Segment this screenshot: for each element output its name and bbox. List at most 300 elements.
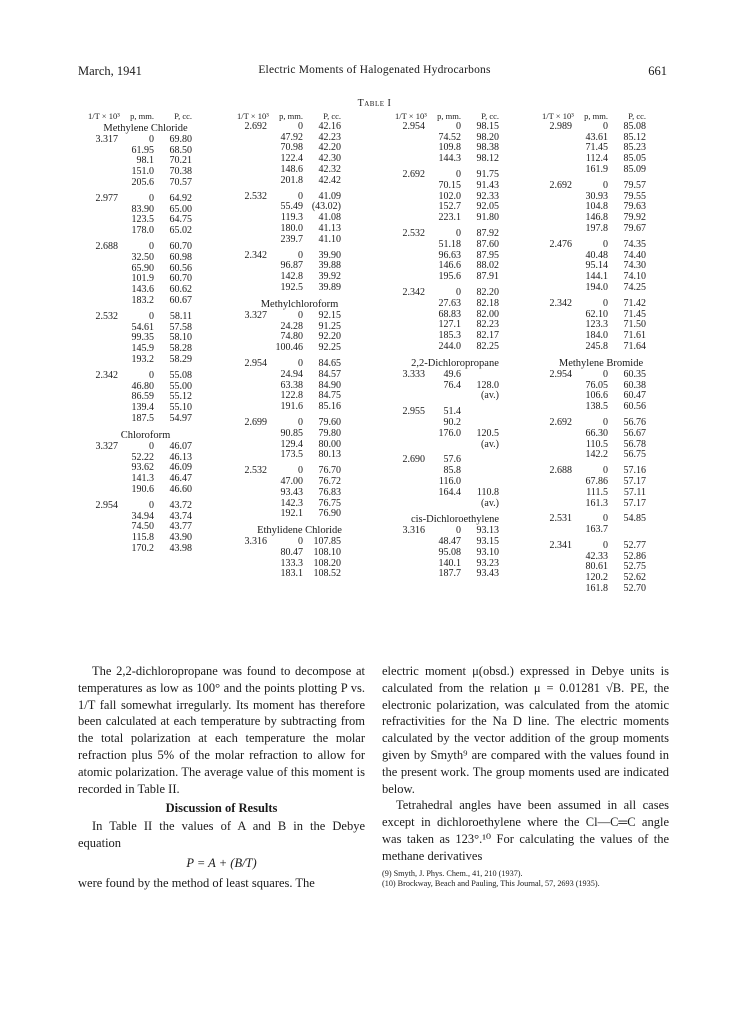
table-cell: 60.47 — [623, 390, 646, 402]
table-cell: 101.9 — [131, 273, 154, 285]
table-cell: 91.43 — [476, 179, 499, 191]
table-cell: 61.95 — [131, 144, 154, 156]
table-row — [237, 402, 362, 413]
paragraph: were found by the method of least squares. The — [78, 875, 315, 890]
table-row — [88, 194, 203, 205]
table-cell: 62.10 — [585, 308, 608, 320]
table-cell: 2.342 — [244, 249, 267, 261]
column-header-label: 1/T × 10³ — [542, 111, 574, 121]
table-cell: 76.90 — [318, 508, 341, 520]
table-cell: 93.62 — [131, 462, 154, 474]
table-cell: 195.6 — [438, 271, 461, 283]
table-cell: 122.4 — [280, 153, 303, 165]
table-cell: 0 — [298, 357, 303, 369]
table-row — [88, 355, 203, 366]
table-cell: 90.85 — [280, 427, 303, 439]
table-row — [237, 235, 362, 246]
table-cell: 2.692 — [549, 179, 572, 191]
table-row — [395, 154, 515, 165]
table-cell: 3.333 — [402, 368, 425, 380]
table-cell: 74.25 — [623, 281, 646, 293]
table-cell: 60.56 — [623, 401, 646, 413]
table-cell: 98.12 — [476, 153, 499, 165]
table-cell: 3.316 — [402, 525, 425, 537]
table-cell: 60.70 — [169, 240, 192, 252]
table-cell: 74.52 — [438, 131, 461, 143]
table-column — [395, 111, 515, 580]
table-cell: 42.23 — [318, 131, 341, 143]
table-cell: 123.3 — [585, 319, 608, 331]
table-cell: 79.67 — [623, 222, 646, 234]
table-cell: 183.1 — [280, 568, 303, 580]
table-cell: 96.63 — [438, 249, 461, 261]
table-row — [542, 450, 660, 461]
paragraph: In Table II the values of A and B in the Debye equation — [78, 819, 365, 850]
table-cell: 54.61 — [131, 321, 154, 333]
table-cell: 178.0 — [131, 225, 154, 237]
table-cell: 98.1 — [136, 155, 154, 167]
table-cell: 85.08 — [623, 120, 646, 132]
table-cell: 79.60 — [318, 416, 341, 428]
table-cell: 119.3 — [280, 212, 303, 224]
table-cell: 100.46 — [275, 342, 303, 354]
table-cell: 43.61 — [585, 131, 608, 143]
table-cell: 42.20 — [318, 142, 341, 154]
table-cell: 115.8 — [131, 532, 154, 544]
table-row — [395, 488, 515, 499]
table-row — [395, 370, 515, 381]
table-cell: 58.29 — [169, 353, 192, 365]
table-row — [395, 240, 515, 251]
table-cell: 98.20 — [476, 131, 499, 143]
table-cell: 120.5 — [476, 427, 499, 439]
table-cell: 0 — [603, 238, 608, 250]
table-cell: 2.699 — [244, 416, 267, 428]
table-cell: 197.8 — [585, 222, 608, 234]
table-cell: 87.91 — [476, 271, 499, 283]
table-cell: 146.8 — [585, 212, 608, 224]
table-cell: 111.5 — [586, 486, 608, 498]
table-cell: 108.10 — [313, 546, 341, 558]
table-cell: 85.09 — [623, 163, 646, 175]
table-cell: 2.690 — [402, 454, 425, 466]
table-cell: 176.0 — [438, 427, 461, 439]
table-cell: 95.08 — [438, 546, 461, 558]
table-cell: 123.5 — [131, 214, 154, 226]
table-cell: 80.61 — [585, 561, 608, 573]
table-cell: 2.954 — [244, 357, 267, 369]
table-cell: 0 — [603, 416, 608, 428]
table-row — [542, 342, 660, 353]
table-cell: 71.50 — [623, 319, 646, 331]
table-cell: 96.87 — [280, 260, 303, 272]
table-cell: 54.97 — [169, 412, 192, 424]
column-header-label: P, cc. — [323, 111, 341, 121]
table-cell: (av.) — [481, 438, 499, 450]
table-row — [542, 299, 660, 310]
table-cell: 39.92 — [318, 271, 341, 283]
table-cell: 2.342 — [549, 297, 572, 309]
table-cell: 46.13 — [169, 451, 192, 463]
compound-name: Methylene Bromide — [558, 357, 644, 369]
table-cell: 2.954 — [549, 368, 572, 380]
table-row — [395, 440, 515, 451]
table-cell: 109.8 — [438, 142, 461, 154]
table-cell: (av.) — [481, 390, 499, 402]
table-cell: 84.57 — [318, 368, 341, 380]
table-cell: 180.0 — [280, 222, 303, 234]
table-cell: 74.50 — [131, 521, 154, 533]
table-cell: 122.8 — [280, 390, 303, 402]
table-cell: 84.75 — [318, 390, 341, 402]
table-cell: 93.13 — [476, 525, 499, 537]
column-header-label: p, mm. — [279, 111, 303, 121]
table-cell: 0 — [603, 179, 608, 191]
table-cell: 80.47 — [280, 546, 303, 558]
table-cell: 76.75 — [318, 497, 341, 509]
table-cell: 0 — [149, 240, 154, 252]
table-cell: 30.93 — [585, 190, 608, 202]
table-cell: 239.7 — [280, 233, 303, 245]
table-cell: 41.09 — [318, 190, 341, 202]
table-cell: (av.) — [481, 497, 499, 509]
table-cell: 41.10 — [318, 233, 341, 245]
table-cell: 85.8 — [443, 465, 461, 477]
table-row — [237, 450, 362, 461]
table-cell: 82.20 — [476, 286, 499, 298]
table-cell: 55.49 — [280, 201, 303, 213]
table-cell: 161.8 — [585, 583, 608, 595]
table-cell: 2.532 — [244, 190, 267, 202]
table-cell: 60.56 — [169, 262, 192, 274]
table-cell: 57.58 — [169, 321, 192, 333]
table-cell: 76.4 — [443, 379, 461, 391]
table-cell: 65.00 — [169, 203, 192, 215]
table-cell: 2.692 — [549, 416, 572, 428]
table-cell: 0 — [603, 120, 608, 132]
body-right-column — [382, 663, 669, 889]
table-cell: 39.90 — [318, 249, 341, 261]
table-cell: 104.8 — [585, 201, 608, 213]
table-row — [88, 442, 203, 453]
table-cell: 52.70 — [623, 583, 646, 595]
table-cell: 57.11 — [623, 486, 646, 498]
table-cell: 80.00 — [318, 438, 341, 450]
table-cell: 88.02 — [476, 260, 499, 272]
table-row — [237, 569, 362, 580]
table-column — [542, 111, 660, 595]
table-row — [237, 311, 362, 322]
compound-name: Methylchloroform — [260, 298, 339, 310]
table-cell: 0 — [298, 536, 303, 548]
table-cell: 0 — [603, 368, 608, 380]
table-cell: 51.18 — [438, 238, 461, 250]
table-cell: 191.6 — [280, 401, 303, 413]
table-cell: 185.3 — [438, 330, 461, 342]
table-cell: 2.977 — [95, 192, 118, 204]
table-cell: 187.7 — [438, 568, 461, 580]
table-cell: 0 — [149, 133, 154, 145]
table-cell: 0 — [603, 297, 608, 309]
table-row — [88, 501, 203, 512]
table-row — [88, 178, 203, 189]
table-cell: 86.59 — [131, 391, 154, 403]
table-cell: 63.38 — [280, 379, 303, 391]
table-cell: 3.327 — [95, 440, 118, 452]
table-cell: 2.342 — [95, 369, 118, 381]
table-cell: 2.692 — [402, 168, 425, 180]
table-cell: 58.10 — [169, 332, 192, 344]
table-cell: 116.0 — [438, 475, 461, 487]
table-cell: 52.75 — [623, 561, 646, 573]
table-cell: 65.90 — [131, 262, 154, 274]
table-cell: 127.1 — [438, 319, 461, 331]
table-row — [542, 283, 660, 294]
table-cell: 2.954 — [95, 499, 118, 511]
table-cell: 24.94 — [280, 368, 303, 380]
table-row — [88, 226, 203, 237]
table-cell: 79.63 — [623, 201, 646, 213]
column-header-label: p, mm. — [584, 111, 608, 121]
table-cell: 95.14 — [585, 260, 608, 272]
table-row — [237, 509, 362, 520]
table-cell: 42.30 — [318, 153, 341, 165]
table-cell: 2.342 — [402, 286, 425, 298]
column-header-label: 1/T × 10³ — [395, 111, 427, 121]
table-cell: 48.47 — [438, 536, 461, 548]
table-cell: 0 — [456, 525, 461, 537]
table-cell: 41.13 — [318, 222, 341, 234]
table-cell: 223.1 — [438, 212, 461, 224]
table-cell: 163.7 — [585, 524, 608, 536]
table-row — [395, 342, 515, 353]
table-cell: 92.25 — [318, 342, 341, 354]
table-cell: 71.45 — [623, 308, 646, 320]
table-row — [237, 122, 362, 133]
table-cell: 110.5 — [585, 438, 608, 450]
table-cell: 144.3 — [438, 153, 461, 165]
table-cell: 82.18 — [476, 297, 499, 309]
table-cell: 145.9 — [131, 343, 154, 355]
table-cell: 84.65 — [318, 357, 341, 369]
table-cell: 85.16 — [318, 401, 341, 413]
table-cell: 74.30 — [623, 260, 646, 272]
table-cell: 24.28 — [280, 320, 303, 332]
table-cell: 0 — [149, 369, 154, 381]
table-cell: 57.17 — [623, 475, 646, 487]
table-cell: 55.00 — [169, 380, 192, 392]
table-cell: 2.531 — [549, 513, 572, 525]
table-cell: 2.341 — [549, 539, 572, 551]
table-cell: 0 — [298, 190, 303, 202]
table-cell: 161.9 — [585, 163, 608, 175]
table-cell: 106.6 — [585, 390, 608, 402]
table-cell: 52.77 — [623, 539, 646, 551]
table-row — [395, 429, 515, 440]
table-cell: 56.78 — [623, 438, 646, 450]
table-cell: 32.50 — [131, 251, 154, 263]
table-cell: 79.92 — [623, 212, 646, 224]
column-header-label: p, mm. — [130, 111, 154, 121]
table-row — [395, 122, 515, 133]
table-cell: 173.5 — [280, 449, 303, 461]
table-cell: 205.6 — [131, 176, 154, 188]
table-cell: 39.88 — [318, 260, 341, 272]
table-cell: 68.50 — [169, 144, 192, 156]
table-cell: 42.16 — [318, 120, 341, 132]
table-cell: 192.1 — [280, 508, 303, 520]
table-cell: 52.22 — [131, 451, 154, 463]
table-cell: 142.2 — [585, 449, 608, 461]
compound-name: Ethylidene Chloride — [257, 525, 342, 537]
table-row — [395, 181, 515, 192]
table-cell: 140.1 — [438, 557, 461, 569]
table-row — [542, 240, 660, 251]
page-number: 661 — [648, 64, 667, 78]
table-cell: 60.70 — [169, 273, 192, 285]
table-cell: 91.75 — [476, 168, 499, 180]
table-cell: 87.95 — [476, 249, 499, 261]
table-cell: 70.38 — [169, 166, 192, 178]
table-cell: 0 — [603, 539, 608, 551]
table-cell: 27.63 — [438, 297, 461, 309]
table-row — [88, 485, 203, 496]
table-cell: 55.12 — [169, 391, 192, 403]
table-cell: 0 — [456, 168, 461, 180]
table-cell: 71.45 — [585, 142, 608, 154]
table-cell: 85.23 — [623, 142, 646, 154]
table-cell: 42.42 — [318, 174, 341, 186]
table-cell: 70.15 — [438, 179, 461, 191]
table-title: Table I — [357, 98, 392, 109]
table-cell: 79.80 — [318, 427, 341, 439]
table-cell: 43.98 — [169, 542, 192, 554]
table-column — [88, 111, 203, 555]
table-row — [542, 181, 660, 192]
table-cell: 82.25 — [476, 340, 499, 352]
table-cell: 57.17 — [623, 497, 646, 509]
table-cell: 93.23 — [476, 557, 499, 569]
table-cell: 152.7 — [438, 201, 461, 213]
table-cell: 108.52 — [313, 568, 341, 580]
table-cell: 92.15 — [318, 309, 341, 321]
table-cell: 76.70 — [318, 465, 341, 477]
table-cell: 70.98 — [280, 142, 303, 154]
table-cell: 0 — [603, 513, 608, 525]
compound-name: cis-Dichloroethylene — [410, 514, 500, 526]
table-cell: 110.8 — [476, 486, 499, 498]
table-cell: 164.4 — [438, 486, 461, 498]
table-row — [237, 429, 362, 440]
table-cell: 138.5 — [585, 401, 608, 413]
paragraph: electric moment μ(obsd.) expressed in Debye units is calculated from the relation μ = 0.01281 √B. PE, the electronic polarization, was calculated from the atomic refractivities for the Na D line. The electric moments calculated by the vector addition of the group moments given by Smyth⁹ are compared with the values found in the present work. The group moments used are indicated below. — [382, 664, 669, 796]
table-cell: 55.08 — [169, 369, 192, 381]
table-cell: 0 — [149, 440, 154, 452]
table-cell: 76.83 — [318, 486, 341, 498]
table-row — [88, 135, 203, 146]
table-cell: 79.55 — [623, 190, 646, 202]
paragraph: Tetrahedral angles have been assumed in all cases except in dichloroethylene where the Cl—C═C angle was taken as 123°.¹⁰ For calculating the values of the methane derivatives — [382, 798, 669, 863]
table-cell: 65.02 — [169, 225, 192, 237]
table-cell: 85.12 — [623, 131, 646, 143]
table-cell: 183.2 — [131, 294, 154, 306]
table-cell: 60.98 — [169, 251, 192, 263]
table-cell: 40.48 — [585, 249, 608, 261]
table-cell: 193.2 — [131, 353, 154, 365]
table-cell: 60.62 — [169, 284, 192, 296]
table-cell: 98.15 — [476, 120, 499, 132]
table-row — [88, 371, 203, 382]
table-cell: 192.5 — [280, 281, 303, 293]
table-cell: 129.4 — [280, 438, 303, 450]
table-cell: 52.62 — [623, 572, 646, 584]
table-cell: 2.955 — [402, 406, 425, 418]
compound-name: 2,2-Dichloropropane — [411, 357, 499, 369]
table-cell: 187.5 — [131, 412, 154, 424]
table-cell: 0 — [456, 286, 461, 298]
table-cell: 56.75 — [623, 449, 646, 461]
table-cell: 133.3 — [280, 557, 303, 569]
table-cell: 34.94 — [131, 510, 154, 522]
table-row — [542, 525, 660, 536]
table-cell: 74.10 — [623, 271, 646, 283]
table-cell: 93.43 — [476, 568, 499, 580]
table-row — [395, 499, 515, 510]
table-cell: 0 — [298, 249, 303, 261]
section-heading: Discussion of Results — [165, 801, 278, 816]
table-cell: 41.08 — [318, 212, 341, 224]
column-header-label: P, cc. — [481, 111, 499, 121]
table-cell: 64.75 — [169, 214, 192, 226]
table-cell: 2.954 — [402, 120, 425, 132]
table-row — [237, 176, 362, 187]
table-cell: 2.532 — [95, 310, 118, 322]
table-cell: 148.6 — [280, 163, 303, 175]
table-cell: 39.89 — [318, 281, 341, 293]
table-cell: 57.16 — [623, 465, 646, 477]
table-cell: 107.85 — [313, 536, 341, 548]
table-row — [237, 370, 362, 381]
table-cell: 142.8 — [280, 271, 303, 283]
table-cell: 43.77 — [169, 521, 192, 533]
footnote: (9) Smyth, J. Phys. Chem., 41, 210 (1937). — [382, 868, 523, 878]
column-header-label: p, mm. — [437, 111, 461, 121]
column-header-label: 1/T × 10³ — [237, 111, 269, 121]
table-cell: 92.20 — [318, 331, 341, 343]
column-header-label: P, cc. — [174, 111, 192, 121]
table-cell: 68.83 — [438, 308, 461, 320]
table-row — [542, 370, 660, 381]
table-cell: 201.8 — [280, 174, 303, 186]
table-cell: 85.05 — [623, 153, 646, 165]
table-cell: 66.30 — [585, 427, 608, 439]
table-row — [542, 165, 660, 176]
table-cell: 0 — [298, 120, 303, 132]
table-cell: 2.688 — [549, 465, 572, 477]
table-row — [395, 213, 515, 224]
table-cell: 71.42 — [623, 297, 646, 309]
table-cell: 141.3 — [131, 473, 154, 485]
table-cell: 55.10 — [169, 402, 192, 414]
table-row — [542, 429, 660, 440]
table-cell: 0 — [149, 310, 154, 322]
table-cell: 0 — [298, 309, 303, 321]
table-row — [237, 283, 362, 294]
table-cell: 93.10 — [476, 546, 499, 558]
table-cell: 91.80 — [476, 212, 499, 224]
table-cell: 70.57 — [169, 176, 192, 188]
table-cell: 0 — [603, 465, 608, 477]
